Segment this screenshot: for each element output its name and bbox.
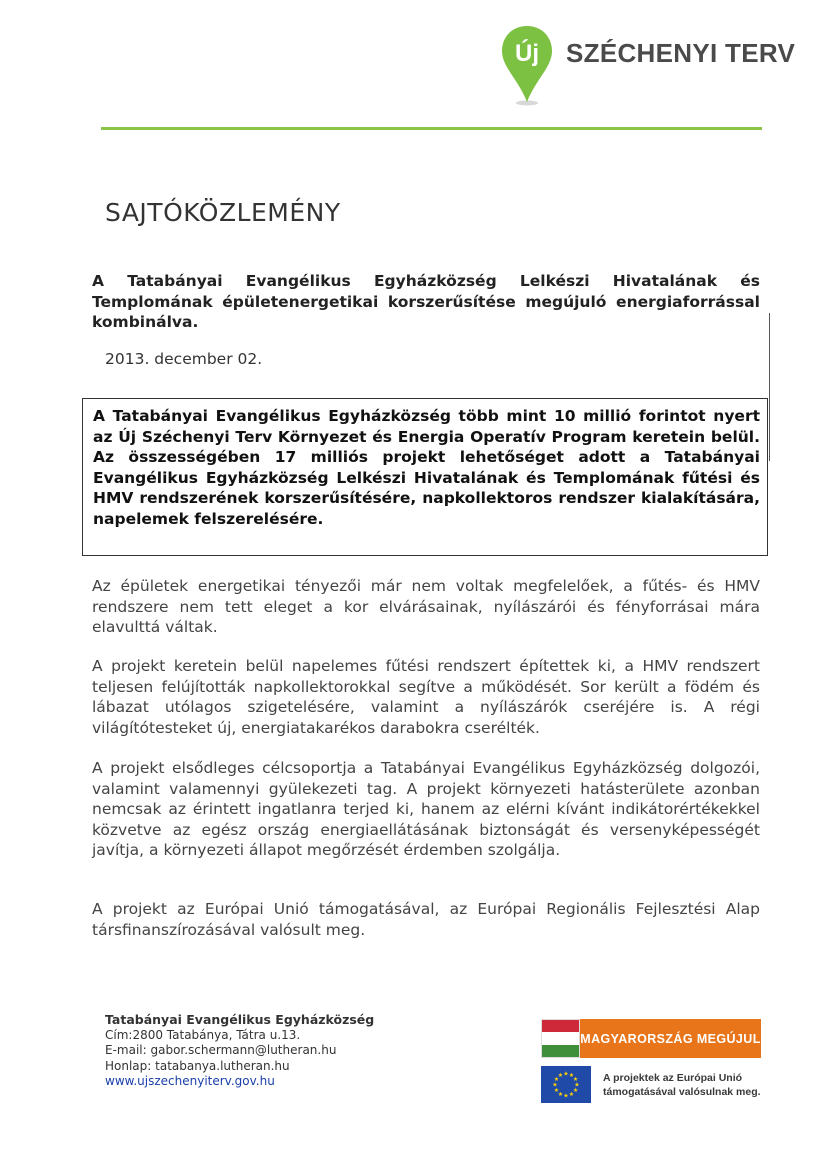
body-paragraph-2: A projekt keretein belül napelemes fűtési rendszert építettek ki, a HMV rendszert teljesen felújították napkollektorokkal segítve a működését. Sor került a födém és lábazat utólagos szigetelésére, valamint a nyílászárók cseréjére is. A régi világítótesteket új, energiatakarékos darabokra cserélték. xyxy=(92,657,760,737)
logo-text: SZÉCHENYI TERV xyxy=(566,38,796,68)
release-date: 2013. december 02. xyxy=(105,350,263,368)
footer-homepage[interactable]: Honlap: tatabanya.lutheran.hu xyxy=(105,1058,290,1073)
eu-star: ★ xyxy=(557,1071,564,1079)
footer-website-link[interactable]: www.ujszechenyiterv.gov.hu xyxy=(105,1074,275,1088)
eu-star: ★ xyxy=(572,1087,579,1094)
side-rule xyxy=(769,313,770,461)
body-paragraph-1: Az épületek energetikai tényezői már nem voltak megfelelőek, a fűtés- és HMV rendszere nem tett eleget a kor elvárásainak, nyílászárói és fényforrásai mára elavulttá váltak. xyxy=(92,577,760,636)
eu-star: ★ xyxy=(563,1070,569,1078)
header-divider xyxy=(101,127,762,130)
magyarorszag-megujul-banner xyxy=(580,1019,761,1058)
eu-support-line-1: A projektek az Európai Unió xyxy=(603,1072,743,1084)
eu-star: ★ xyxy=(563,1092,569,1100)
eu-support-text xyxy=(603,1071,761,1099)
magyarorszag-megujul-text: MAGYARORSZÁG MEGÚJUL xyxy=(580,1031,761,1046)
hungarian-flag-icon xyxy=(541,1019,580,1058)
page-title: SAJTÓKÖZLEMÉNY xyxy=(105,198,341,227)
eu-star: ★ xyxy=(557,1091,564,1099)
body-paragraph-4: A projekt az Európai Unió támogatásával, az Európai Regionális Fejlesztési Alap társfinanszírozásával valósult meg. xyxy=(92,900,760,939)
summary-text: A Tatabányai Evangélikus Egyházközség több mint 10 millió forintot nyert az Új Széchenyi Terv Környezet és Energia Operatív Program keretein belül. Az összességében 17 milliós projekt lehetőséget adott a Tatabányai Evangélikus Egyházközség Lelkészi Hivatalának és Templomának fűtési és HMV rendszerének korszerűsítésére, napkollektoros rendszer kialakítására, napelemek felszerelésére. xyxy=(93,407,760,528)
footer-address: Cím:2800 Tatabánya, Tátra u.13. xyxy=(105,1027,301,1042)
eu-star: ★ xyxy=(568,1091,575,1099)
eu-support-line-2: támogatásával valósulnak meg. xyxy=(603,1086,761,1098)
logo-pin-text: Új xyxy=(515,40,539,67)
eu-star: ★ xyxy=(553,1087,560,1094)
eu-star: ★ xyxy=(552,1081,558,1089)
body-paragraph-3: A projekt elsődleges célcsoportja a Tatabányai Evangélikus Egyházközség dolgozói, valamint valamennyi gyülekezeti tag. A projekt környezeti hatásterülete azonban nemcsak az érintett ingatlanra terjed ki, hanem az elérni kívánt indikátorértékekkel közvetve az egész ország energiaellátásának biztonságát és versenyképességét javítja, a környezeti állapot megőrzését érdemben szolgálja. xyxy=(92,759,760,859)
footer-org-name: Tatabányai Evangélikus Egyházközség xyxy=(105,1012,375,1027)
eu-flag-icon xyxy=(541,1066,591,1103)
eu-star: ★ xyxy=(572,1076,579,1083)
footer-email[interactable]: E-mail: gabor.schermann@lutheran.hu xyxy=(105,1043,337,1057)
eu-star: ★ xyxy=(553,1076,560,1083)
footer-contact xyxy=(105,1012,374,1090)
eu-star: ★ xyxy=(574,1081,580,1089)
eu-star: ★ xyxy=(568,1071,575,1079)
subject-heading: A Tatabányai Evangélikus Egyházközség Lelkészi Hivatalának és Templomának épületenergetikai korszerűsítése megújuló energiaforrással kombinálva. xyxy=(92,272,760,331)
szechenyi-terv-logo-pin xyxy=(500,24,554,108)
